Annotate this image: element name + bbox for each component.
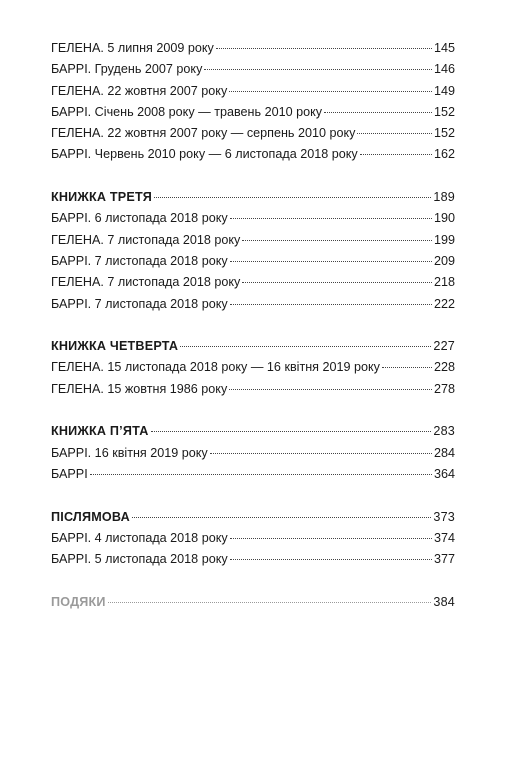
dot-leader [154, 197, 431, 198]
toc-entry [51, 123, 455, 144]
toc-entry-page: 145 [433, 41, 455, 55]
dot-leader [204, 69, 432, 70]
toc-entry [51, 272, 455, 293]
toc-section-heading [51, 421, 455, 442]
section-title: КНИЖКА ТРЕТЯ [51, 190, 152, 205]
toc-entry-label: БАРРІ. Червень 2010 року — 6 листопада 2018 року [51, 147, 358, 162]
section-gap [51, 315, 455, 336]
toc-entry [51, 208, 455, 229]
section-page: 283 [433, 424, 455, 439]
section-title: ПІСЛЯМОВА [51, 509, 130, 524]
dot-leader [242, 240, 432, 241]
toc-section-heading [51, 187, 455, 208]
toc-section-heading [51, 592, 455, 613]
toc-entry-label: БАРРІ. 7 листопада 2018 року [51, 253, 228, 268]
dot-leader [230, 304, 432, 305]
toc-entry [51, 251, 455, 272]
toc-section-heading [51, 336, 455, 357]
table-of-contents [51, 38, 455, 613]
toc-entry-page: 146 [433, 62, 455, 77]
toc-entry [51, 294, 455, 315]
toc-entry-page: 218 [433, 275, 455, 290]
toc-entry-page: 209 [433, 253, 455, 268]
toc-entry [51, 549, 455, 570]
dot-leader [216, 48, 432, 49]
section-title: КНИЖКА П’ЯТА [51, 424, 149, 439]
section-page: 384 [433, 594, 455, 609]
toc-entry-label: ГЕЛЕНА. 7 листопада 2018 року [51, 275, 241, 290]
toc-entry [51, 59, 455, 80]
toc-entry-page: 222 [433, 296, 455, 311]
toc-entry [51, 464, 455, 485]
toc-entry [51, 102, 455, 123]
dot-leader [151, 431, 432, 432]
toc-entry-label: ГЕЛЕНА. 5 липня 2009 року [51, 41, 214, 55]
toc-entry-label: ГЕЛЕНА. 7 листопада 2018 року [51, 232, 241, 247]
toc-entry-label: БАРРІ. 7 листопада 2018 року [51, 296, 228, 311]
section-page: 189 [433, 190, 455, 205]
section-title: КНИЖКА ЧЕТВЕРТА [51, 339, 179, 354]
toc-entry-page: 199 [433, 232, 455, 247]
toc-entry-label: БАРРІ. 6 листопада 2018 року [51, 211, 228, 226]
section-page: 227 [433, 339, 455, 354]
dot-leader [230, 218, 432, 219]
dot-leader [382, 367, 432, 368]
toc-entry [51, 443, 455, 464]
dot-leader [180, 346, 431, 347]
toc-entry-label: БАРРІ. 16 квітня 2019 року [51, 445, 208, 460]
dot-leader [229, 389, 432, 390]
toc-entry [51, 379, 455, 400]
toc-entry-label: БАРРІ. 5 листопада 2018 року [51, 552, 228, 567]
dot-leader [230, 538, 432, 539]
toc-entry [51, 357, 455, 378]
dot-leader [108, 602, 432, 603]
toc-entry-page: 190 [433, 211, 455, 226]
toc-entry-page: 284 [433, 445, 455, 460]
toc-entry-label: ГЕЛЕНА. 22 жовтня 2007 року [51, 83, 228, 98]
toc-entry-label: БАРРІ. 4 листопада 2018 року [51, 530, 228, 545]
toc-entry-label: БАРРІ [51, 466, 88, 481]
toc-entry [51, 230, 455, 251]
toc-entry-page: 228 [433, 360, 455, 375]
toc-entry-label: ГЕЛЕНА. 22 жовтня 2007 року — серпень 2010 року [51, 126, 356, 141]
dot-leader [357, 133, 432, 134]
toc-entry [51, 38, 455, 59]
toc-entry-page: 162 [433, 147, 455, 162]
section-gap [51, 570, 455, 591]
dot-leader [229, 91, 432, 92]
dot-leader [360, 154, 432, 155]
toc-entry-label: БАРРІ. Січень 2008 року — травень 2010 року [51, 104, 323, 119]
toc-entry-label: ГЕЛЕНА. 15 жовтня 1986 року [51, 381, 228, 396]
toc-entry-page: 152 [433, 104, 455, 119]
section-gap [51, 485, 455, 506]
toc-entry-page: 278 [433, 381, 455, 396]
toc-entry-page: 149 [433, 83, 455, 98]
toc-entry [51, 144, 455, 165]
toc-entry-page: 374 [433, 530, 455, 545]
toc-entry [51, 528, 455, 549]
dot-leader [210, 453, 432, 454]
dot-leader [230, 261, 432, 262]
section-gap [51, 166, 455, 187]
dot-leader [230, 559, 432, 560]
toc-entry-label: БАРРІ. Грудень 2007 року [51, 62, 203, 77]
toc-entry-page: 152 [433, 126, 455, 141]
toc-entry-page: 364 [433, 466, 455, 481]
dot-leader [324, 112, 432, 113]
toc-entry-label: ГЕЛЕНА. 15 листопада 2018 року — 16 квітня 2019 року [51, 360, 380, 375]
section-title: ПОДЯКИ [51, 594, 106, 609]
toc-entry [51, 81, 455, 102]
section-gap [51, 400, 455, 421]
toc-section-heading [51, 507, 455, 528]
section-page: 373 [433, 509, 455, 524]
toc-entry-page: 377 [433, 552, 455, 567]
dot-leader [242, 282, 432, 283]
dot-leader [90, 474, 432, 475]
dot-leader [132, 517, 432, 518]
